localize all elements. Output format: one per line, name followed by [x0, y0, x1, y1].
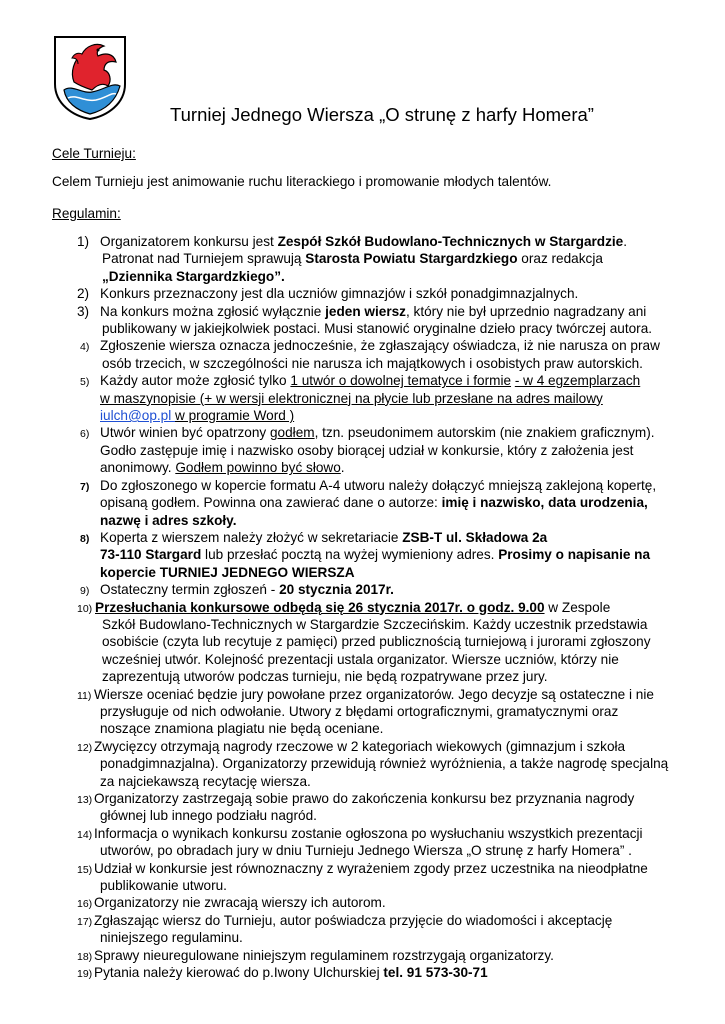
rule-line [100, 303, 680, 320]
rule-text: Zgłaszając wiersz do Turnieju, autor poświadcza przyjęcie do wiadomości i akceptację [94, 912, 613, 928]
rule-line [94, 964, 674, 981]
rule-text: Zgłoszenie wiersza oznacza jednocześnie, że zgłaszający oświadcza, iż nie narusza on praw [100, 338, 660, 354]
rule-text: wcześniej utwór. Kolejność prezentacji ustala organizator. Wiersze uczniów, którzy nie [102, 651, 619, 667]
rule-number: 7) [80, 480, 90, 493]
rule-number: 2) [77, 286, 90, 302]
rule-text: publikowany w jakiejkolwiek postaci. Musi stanowić oryginalne dzieło pracy twórczej autora. [102, 321, 653, 337]
emphasis-text: imię i nazwisko, data urodzenia, [441, 495, 648, 511]
underlined-text: 1 utwór o dowolnej tematyce i formie [290, 373, 512, 389]
rule-text: Sprawy nieuregulowane niniejszym regulaminem rozstrzygają organizatorzy. [94, 947, 554, 963]
rule-line [100, 424, 680, 441]
underlined-text: w programie Word ) [175, 408, 295, 424]
rule-line [100, 494, 680, 511]
rule-number: 13) [77, 794, 93, 806]
emphasis-text: Prosimy o napisanie na [498, 547, 651, 563]
rule-text: za najciekawszą recytację wiersza. [100, 773, 311, 789]
rule-number: 11) [77, 689, 92, 702]
email-link[interactable]: iulch@op.pl [100, 408, 176, 424]
rule-text: Szkół Budowlano-Technicznych w Stargardzie Szczecińskim. Każdy uczestnik przedstawia [102, 616, 648, 632]
hearing-date: Przesłuchania konkursowe odbędą się 26 stycznia 2017r. o godz. 9.00 [95, 599, 545, 615]
rule-number: 10) [77, 602, 93, 615]
rule-text: oraz redakcja [517, 251, 603, 267]
rules-list [0, 233, 725, 981]
underlined-text: godłem [270, 425, 315, 441]
underlined-text: - w 4 egzemplarzach [514, 373, 641, 389]
rule-number: 14) [77, 828, 93, 841]
rule-7 [0, 477, 680, 529]
rule-text: Ostateczny termin zgłoszeń - [100, 582, 280, 598]
rule-number: 1) [77, 234, 90, 249]
rule-number: 16) [77, 898, 93, 911]
rule-number: 3) [77, 303, 90, 319]
rule-3 [0, 303, 680, 338]
rule-number: 9) [80, 585, 90, 598]
rule-number: 6) [80, 428, 90, 441]
goals-heading: Cele Turnieju: [52, 146, 136, 161]
rule-text: Organizatorem konkursu jest [100, 234, 278, 249]
goals-text: Celem Turnieju jest animowanie ruchu literackiego i promowanie młodych talentów. [52, 174, 552, 189]
patron-name: Starosta Powiatu Stargardzkiego [305, 251, 518, 267]
rule-16 [0, 894, 674, 911]
rules-heading: Regulamin: [52, 206, 121, 221]
rule-line [100, 581, 680, 598]
rule-number: 8) [80, 532, 90, 545]
rule-9 [0, 581, 680, 598]
rule-text: Organizatorzy zastrzegają sobie prawo do zakończenia konkursu bez przyznania nagrody [94, 791, 635, 806]
rule-text: głównej lub innego podziału nagród. [100, 808, 317, 824]
rule-4 [0, 337, 680, 372]
rule-text: . [340, 460, 345, 476]
rule-1 [0, 233, 680, 285]
document-title: Turniej Jednego Wiersza „O strunę z harfy Homera” [170, 104, 594, 125]
rule-line [100, 529, 680, 546]
rule-number: 5) [80, 376, 90, 389]
rule-text: utworów, po obradach jury w dniu Turnieju Jednego Wiersza „O strunę z harfy Homera” . [100, 843, 632, 859]
rule-text: anonimowy. [100, 460, 176, 476]
rule-text: lub przesłać pocztą na wyżej wymieniony adres. [201, 547, 499, 563]
rule-14 [0, 825, 674, 860]
rule-line [100, 233, 680, 250]
rule-number: 17) [77, 915, 93, 928]
rule-11 [0, 686, 674, 738]
rule-number: 4) [80, 341, 90, 354]
rule-2 [0, 285, 680, 302]
rule-text: noszące znamiona plagiatu nie będą oceniane. [100, 721, 384, 737]
rule-5 [0, 372, 680, 424]
rule-text: Udział w konkursie jest równoznaczny z wyrażeniem zgody przez uczestnika na nieodpłatne [94, 860, 648, 876]
rule-number: 19) [77, 968, 93, 981]
rule-text: osób trzecich, w szczególności nie narusza ich majątkowych i osobistych praw autorskich. [102, 355, 643, 371]
rule-text: Pytania należy kierować do p.Iwony Ulchurskiej [94, 965, 384, 981]
emphasis-text: kopercie TURNIEJ JEDNEGO WIERSZA [100, 564, 355, 580]
rule-line [95, 599, 675, 616]
phone-number: tel. 91 573-30-71 [383, 965, 488, 981]
rule-text: . [623, 234, 628, 249]
rule-number: 18) [77, 950, 93, 963]
organizer-name: Zespół Szkół Budowlano-Technicznych w Stargardzie [277, 234, 624, 249]
address-text: ZSB-T ul. Składowa 2a [402, 529, 548, 545]
rule-text: Patronat nad Turniejem sprawują [102, 251, 306, 267]
emphasis-text: jeden wiersz [325, 303, 406, 319]
rule-text: Do zgłoszonego w kopercie formatu A-4 utworu należy dołączyć mniejszą zaklejoną kopertę, [100, 477, 657, 493]
rule-text: publikowanie utworu. [100, 878, 227, 894]
rule-line [100, 546, 680, 563]
rule-text: Zwycięzcy otrzymają nagrody rzeczowe w 2 kategoriach wiekowych (gimnazjum i szkoła [94, 738, 626, 754]
rule-13 [0, 790, 674, 825]
rule-text: przysługuje od nich odwołanie. Utwory z błędami ortograficznymi, gramatycznymi oraz [100, 703, 619, 719]
rule-text: Godło zastępuje imię i nazwisko osoby biorącej udział w konkursie, który z założenia jest [100, 442, 634, 458]
deadline-date: 20 stycznia 2017r. [279, 582, 394, 598]
rule-8 [0, 529, 680, 581]
rule-text: , który nie był uprzednio nagradzany ani [405, 303, 647, 319]
underlined-text: w maszynopisie (+ w wersji elektronicznej na płycie lub przesłane na adres mailowy [100, 390, 603, 406]
rule-number: 12) [77, 741, 93, 754]
rule-text: Organizatorzy nie zwracają wierszy ich autorom. [94, 895, 386, 911]
rule-6 [0, 424, 680, 476]
rule-text: zaprezentują utworów podczas turnieju, nie będą rozpatrywane przez jury. [102, 669, 548, 685]
rule-text: , tzn. pseudonimem autorskim (nie znakiem graficznym). [314, 425, 655, 441]
address-text: 73-110 Stargard [100, 547, 202, 563]
rule-text: Koperta z wierszem należy złożyć w sekretariacie [100, 529, 403, 545]
rule-text: Konkurs przeznaczony jest dla uczniów gimnazjów i szkół ponadgimnazjalnych. [100, 286, 579, 302]
rule-text: niniejszego regulaminu. [100, 930, 243, 946]
rule-text: opisaną godłem. Powinna ona zawierać dane o autorze: [100, 495, 442, 511]
rule-line [100, 459, 680, 476]
rule-line [100, 372, 680, 389]
rule-18 [0, 947, 674, 964]
emphasis-text: nazwę i adres szkoły. [100, 512, 237, 528]
rule-text: w Zespole [544, 599, 611, 615]
underlined-text: Godłem powinno być słowo [175, 460, 341, 476]
rule-12 [0, 738, 674, 790]
rule-19 [0, 964, 674, 981]
rule-17 [0, 912, 674, 947]
rule-number: 15) [77, 863, 93, 876]
rule-line [100, 407, 680, 424]
rule-text: ponadgimnazjalna). Organizatorzy przewidują również wyróżnienia, a także nagrodę specjalną [100, 756, 669, 772]
rule-15 [0, 860, 674, 895]
rule-line [100, 250, 680, 267]
rule-text: osobiście (czyta lub recytuje z pamięci) przed publicznością turniejową i jurorami zgłoszony [102, 634, 651, 650]
rule-text: Utwór winien być opatrzony [100, 425, 270, 441]
rule-text: Każdy autor może zgłosić tylko [100, 373, 291, 389]
griffin-coat-of-arms-icon [52, 34, 128, 120]
rule-text: Informacja o wynikach konkursu zostanie ogłoszona po wysłuchaniu wszystkich prezentacji [94, 825, 643, 841]
rule-text: Wiersze oceniać będzie jury powołane przez organizatorów. Jego decyzje są ostateczne i nie [94, 686, 654, 702]
newspaper-name: „Dziennika Stargardzkiego”. [102, 268, 285, 284]
rule-10 [0, 599, 675, 686]
rule-text: Na konkurs można zgłosić wyłącznie [100, 303, 326, 319]
